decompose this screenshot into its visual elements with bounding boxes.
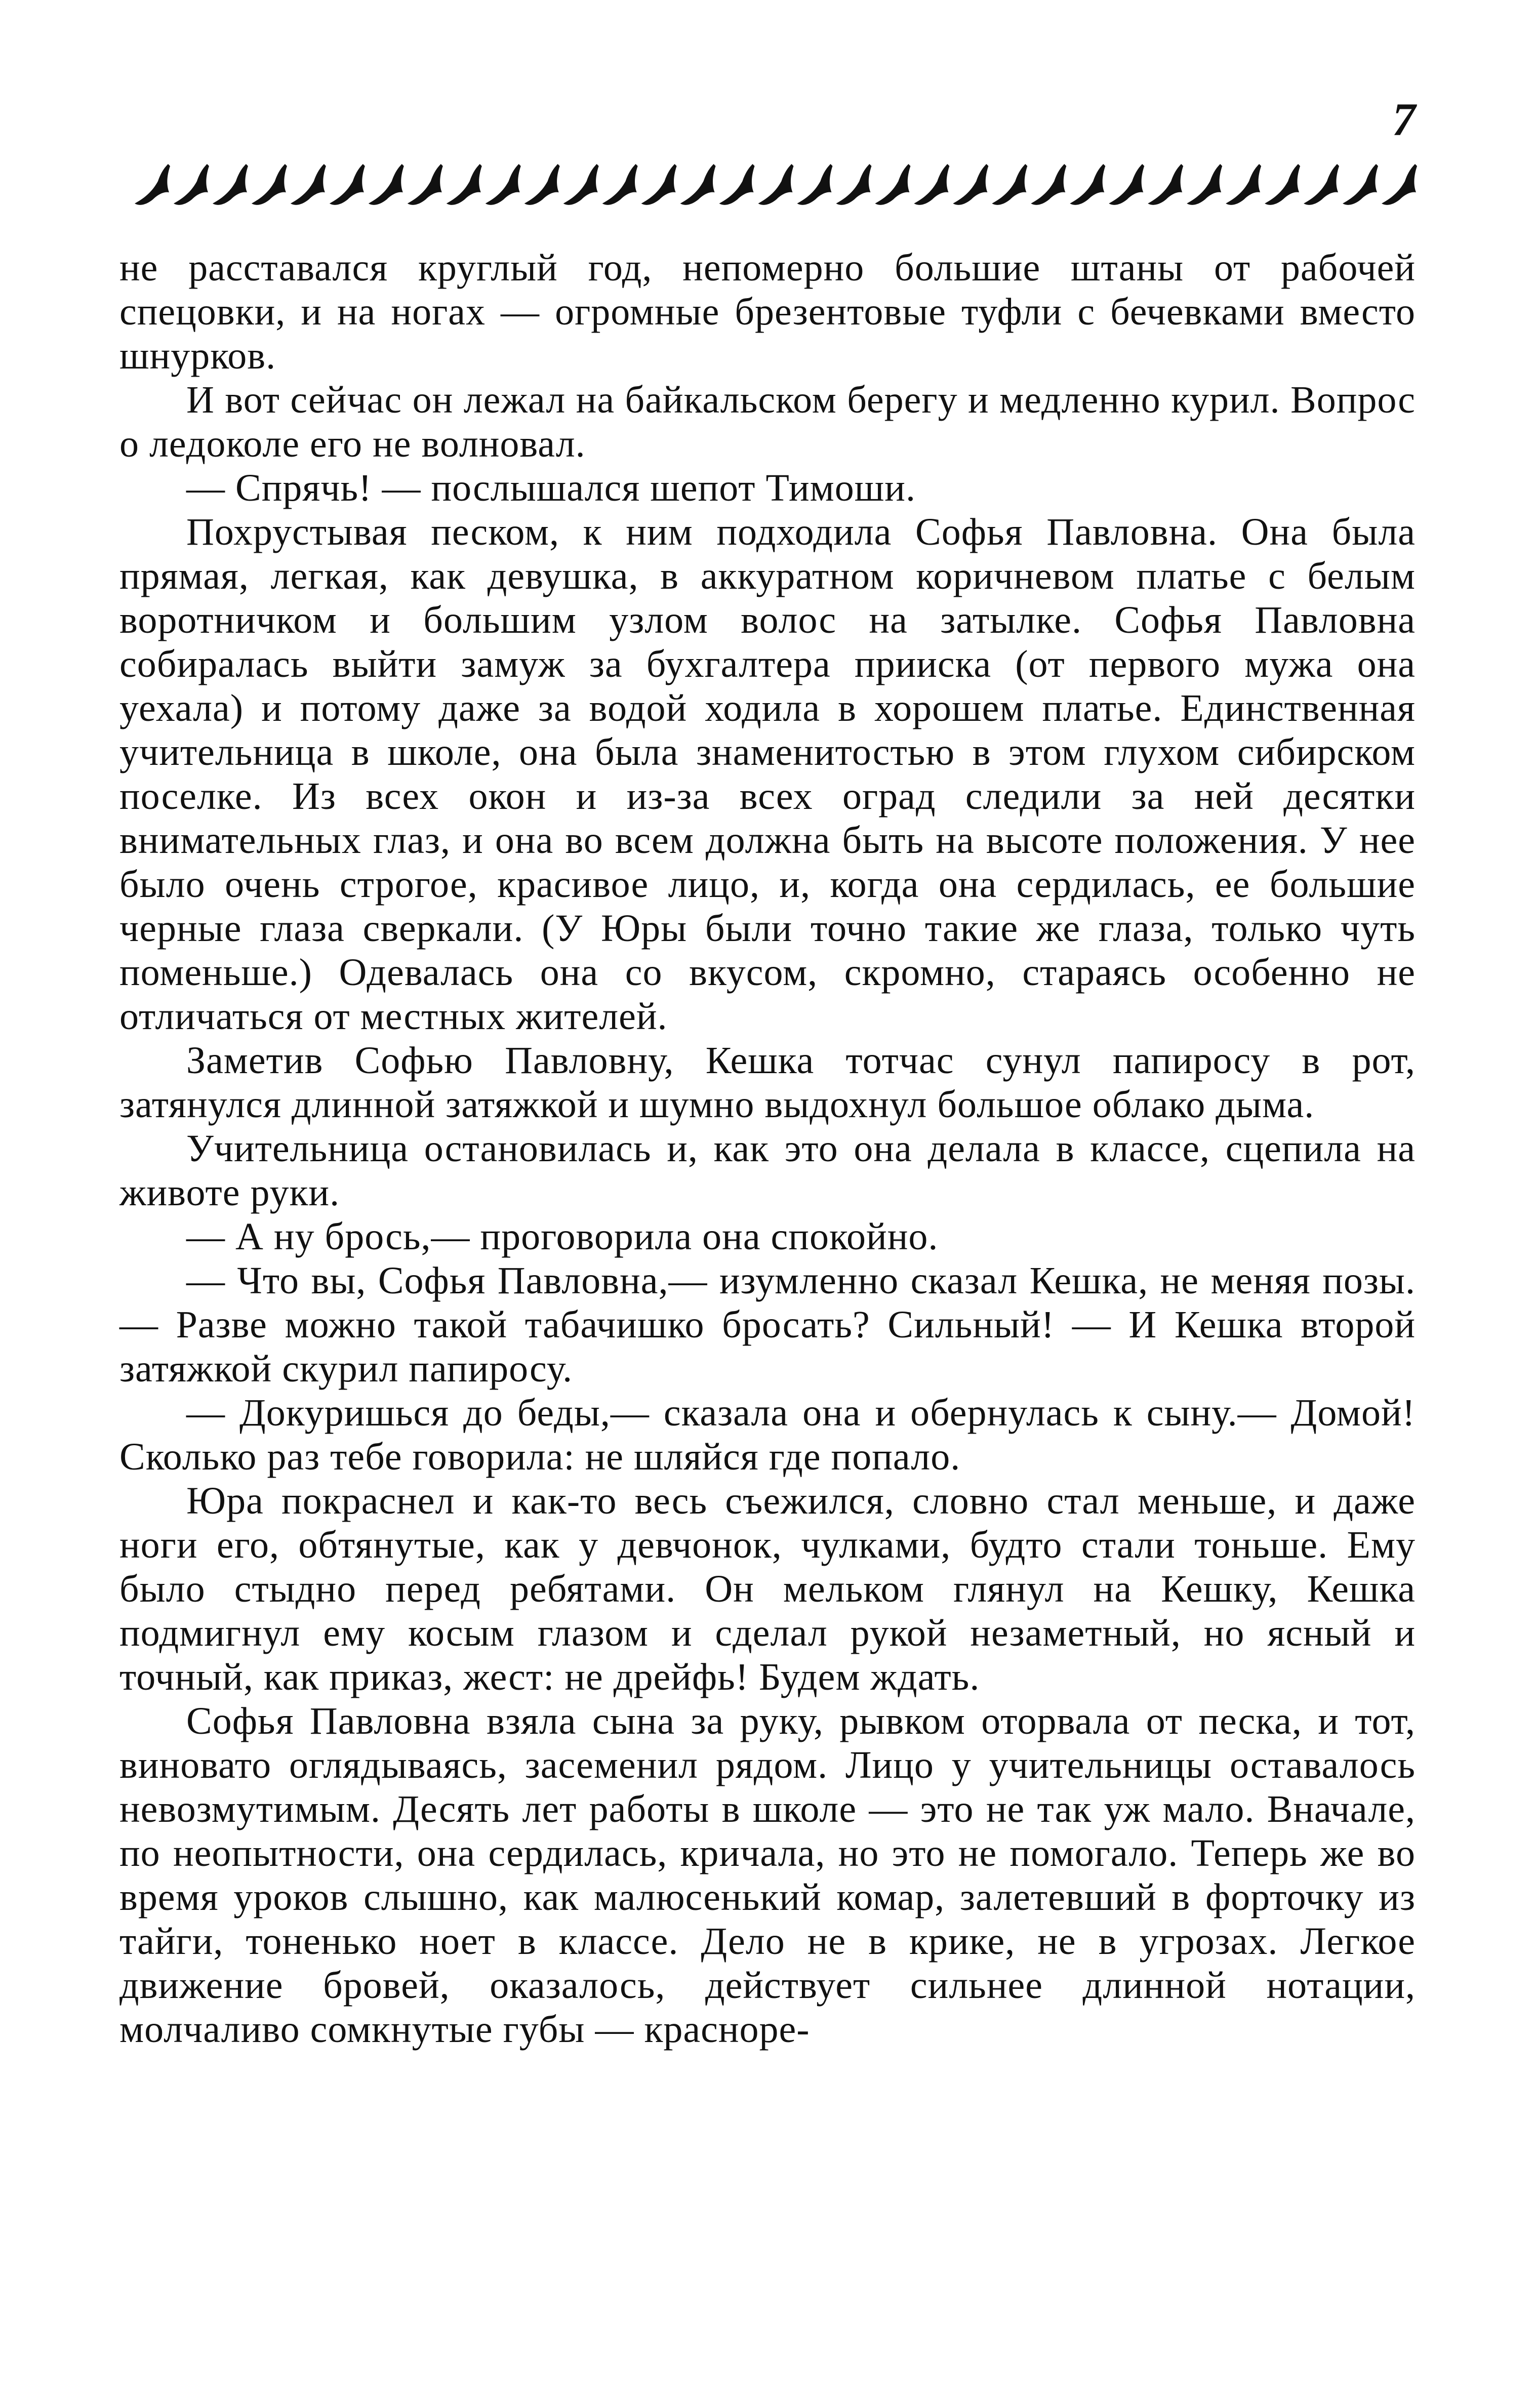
ornament-motif — [836, 164, 871, 205]
ornament-motif — [1382, 164, 1417, 205]
paragraph-11: Софья Павловна взяла сына за руку, рывком оторвала от песка, и тот, виновато оглядываясь, засеменил рядом. Лицо у учительницы оставалось невозмутимым. Десять лет работы в школе — это не так уж мало. Вначале, по неопытности, она сердилась, кричала, но это не помогало. Теперь же во время уроков слышно, как малюсенький комар, залетевший в форточку из тайги, тоненько ноет в классе. Дело не в крике, не в угрозах. Легкое движение бровей, оказалось, действует сильнее длинной нотации, молчаливо сомкнутые губы — красноре- — [119, 1700, 1416, 2051]
ornament-motif — [1343, 164, 1378, 205]
ornament-motif — [992, 164, 1027, 205]
ornament-motif — [252, 164, 287, 205]
ornament-motif — [758, 164, 794, 205]
paragraph-3: — Спрячь! — послышался шепот Тимоши. — [186, 467, 916, 509]
paragraph-7: — А ну брось,— проговорила она спокойно. — [186, 1215, 939, 1258]
page-number: 7 — [1392, 94, 1416, 145]
ornament-motif — [524, 164, 560, 205]
ornament-motif — [1148, 164, 1183, 205]
ornament-motif — [1265, 164, 1300, 205]
ornament-motif — [213, 164, 248, 205]
paragraph-8: — Что вы, Софья Павловна,— изумленно сказал Кешка, не меняя позы.— Разве можно такой табачишко бросать? Сильный! — И Кешка второй затяжкой скурил папиросу. — [119, 1259, 1416, 1390]
ornament-motif — [641, 164, 677, 205]
ornament-motif — [953, 164, 988, 205]
paragraph-4: Похрустывая песком, к ним подходила Софья Павловна. Она была прямая, легкая, как девушка, в аккуратном коричневом платье с белым воротничком и большим узлом волос на затылке. Софья Павловна собиралась выйти замуж за бухгалтера прииска (от первого мужа она уехала) и потому даже за водой ходила в хорошем платье. Единственная учительница в школе, она была знаменитостью в этом глухом сибирском поселке. Из всех окон и из-за всех оград следили за ней десятки внимательных глаз, и она во всем должна быть на высоте положения. У нее было очень строгое, красивое лицо, и, когда она сердилась, ее большие черные глаза сверкали. (У Юры были точно такие же глаза, только чуть поменьше.) Одевалась она со вкусом, скромно, стараясь особенно не отличаться от местных жителей. — [119, 511, 1416, 1038]
paragraph-6: Учительница остановилась и, как это она делала в классе, сцепила на животе руки. — [119, 1127, 1416, 1214]
ornament-motif — [330, 164, 365, 205]
ornament-motif — [174, 164, 209, 205]
ornament-motif — [797, 164, 832, 205]
ornament-motif — [1226, 164, 1261, 205]
ornament-motif — [1031, 164, 1066, 205]
ornament-motif — [1070, 164, 1105, 205]
ornament-motif — [602, 164, 638, 205]
body-text — [119, 246, 1416, 2052]
ornament-motif — [486, 164, 521, 205]
ornament-motif — [408, 164, 443, 205]
ornament-motif — [914, 164, 949, 205]
ornament-motif — [680, 164, 716, 205]
ornament-motif — [1187, 164, 1222, 205]
ornament-motif — [875, 164, 910, 205]
ornament-motif — [447, 164, 482, 205]
paragraph-1: не расставался круглый год, непомерно большие штаны от рабочей спецовки, и на ногах — огромные брезентовые туфли с бечевками вместо шнурков. — [119, 247, 1416, 377]
paragraph-10: Юра покраснел и как-то весь съежился, словно стал меньше, и даже ноги его, обтянутые, как у девчонок, чулками, будто стали тоньше. Ему было стыдно перед ребятами. Он мельком глянул на Кешку, Кешка подмигнул ему косым глазом и сделал рукой незаметный, но ясный и точный, как приказ, жест: не дрейфь! Будем ждать. — [119, 1480, 1416, 1698]
ornament-motif — [369, 164, 404, 205]
paragraph-5: Заметив Софью Павловну, Кешка тотчас сунул папиросу в рот, затянулся длинной затяжкой и шумно выдохнул большое облако дыма. — [119, 1039, 1416, 1126]
decorative-ornament-border — [133, 161, 1419, 208]
ornament-motif — [1109, 164, 1144, 205]
paragraph-2: И вот сейчас он лежал на байкальском берегу и медленно курил. Вопрос о ледоколе его не волновал. — [119, 379, 1416, 465]
ornament-motif — [291, 164, 326, 205]
ornament-motif — [1304, 164, 1339, 205]
paragraph-9: — Докуришься до беды,— сказала она и обернулась к сыну.— Домой! Сколько раз тебе говорила: не шляйся где попало. — [119, 1392, 1416, 1478]
ornament-motif — [719, 164, 755, 205]
ornament-motif — [135, 164, 170, 205]
ornament-motif — [563, 164, 599, 205]
